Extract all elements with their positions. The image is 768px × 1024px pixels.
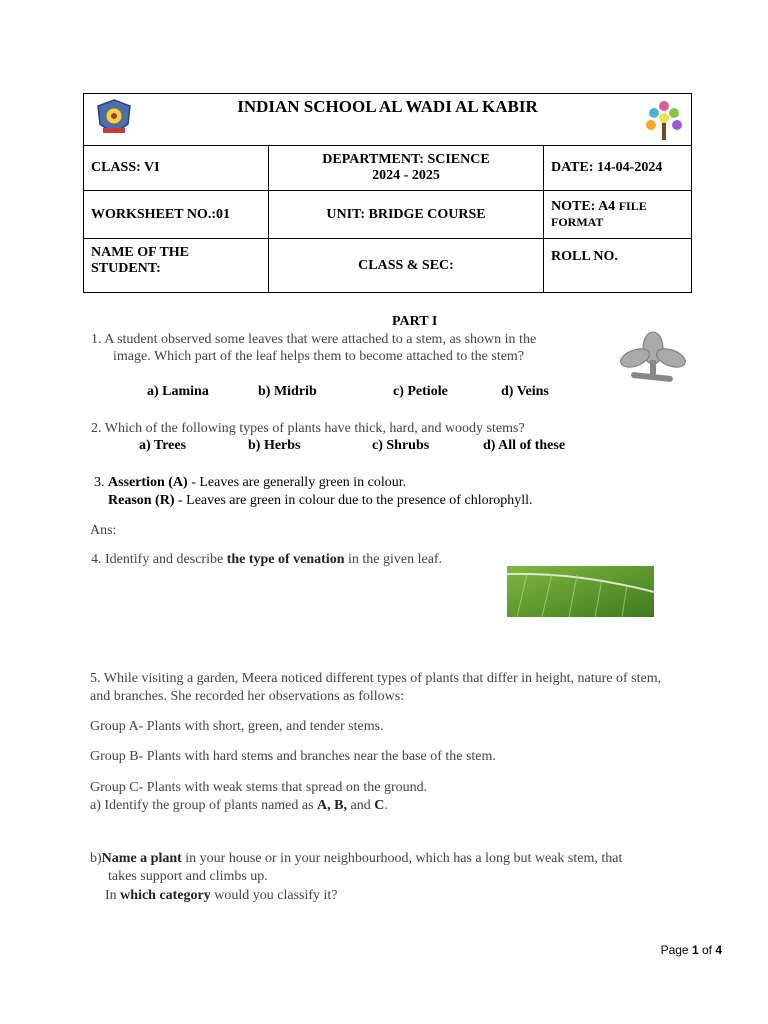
q5-group-a: Group A- Plants with short, green, and tender stems. (90, 719, 384, 734)
reason-text: - Leaves are green in colour due to the presence of chlorophyll. (174, 493, 533, 508)
q2-option-d: d) All of these (483, 438, 566, 453)
q1-option-b: b) Midrib (258, 384, 317, 399)
leaf-venation-image (507, 566, 654, 617)
worksheet-cell: WORKSHEET NO.:01 (84, 191, 269, 239)
q3-assertion: 3. Assertion (A) - Leaves are generally green in colour. (94, 475, 407, 490)
school-logo-icon (94, 98, 134, 138)
page-number: Page 1 of 4 (660, 943, 722, 957)
class-cell: CLASS: VI (84, 146, 269, 191)
q1-line2: image. Which part of the leaf helps them to become attached to the stem? (113, 349, 525, 364)
q3-ans: Ans: (90, 523, 117, 538)
unit-cell: UNIT: BRIDGE COURSE (269, 191, 544, 239)
department-cell (269, 146, 544, 191)
q2-option-a: a) Trees (139, 438, 187, 453)
header-table (83, 93, 692, 293)
q5-line2: and branches. She recorded her observations as follows: (90, 689, 405, 704)
tree-logo-icon (643, 98, 685, 142)
q5-line1: 5. While visiting a garden, Meera noticed different types of plants that differ in height, nature of stem, (90, 671, 662, 686)
reason-label: Reason (R) (108, 493, 175, 508)
note-cell (544, 191, 692, 239)
leaf-stem-icon (619, 330, 687, 386)
q2-option-b: b) Herbs (248, 438, 301, 453)
part-title: PART I (392, 314, 438, 329)
roll-no-cell: ROLL NO. (544, 239, 692, 293)
q4-text: 4. Identify and describe the type of venation in the given leaf. (91, 552, 443, 567)
note-prefix: NOTE: A4 (551, 198, 616, 214)
q1-option-a: a) Lamina (147, 384, 209, 399)
student-name-cell (84, 239, 269, 293)
q5-group-c: Group C- Plants with weak stems that spread on the ground. (90, 780, 428, 795)
department-label: DEPARTMENT: SCIENCE (322, 152, 490, 167)
school-cell (84, 94, 692, 146)
class-sec-cell: CLASS & SEC: (269, 239, 544, 293)
q5-part-b-line2: takes support and climbs up. (108, 869, 268, 884)
assertion-label: Assertion (A) (108, 475, 188, 490)
q2-text: 2. Which of the following types of plants have thick, hard, and woody stems? (91, 421, 525, 436)
assertion-text: - Leaves are generally green in colour. (187, 475, 407, 490)
q5-part-b-line3: In which category would you classify it? (105, 888, 338, 903)
name-label-1: NAME OF THE (91, 245, 190, 260)
note-suffix: FILE (618, 198, 647, 213)
q5-part-a: a) Identify the group of plants named as A, B, and C. (90, 798, 388, 813)
q3-reason (108, 492, 533, 510)
date-cell: DATE: 14-04-2024 (544, 146, 692, 191)
note-line2: FORMAT (551, 214, 604, 229)
q5-group-b: Group B- Plants with hard stems and branches near the base of the stem. (90, 749, 496, 764)
q1-option-c: c) Petiole (393, 384, 448, 399)
q1-option-d: d) Veins (501, 384, 549, 399)
academic-year: 2024 - 2025 (372, 168, 440, 183)
q2-option-c: c) Shrubs (372, 438, 430, 453)
name-label-2: STUDENT: (91, 261, 161, 276)
q5-part-b: b)Name a plant in your house or in your neighbourhood, which has a long but weak stem, that (90, 851, 623, 866)
q1-line1: 1. A student observed some leaves that were attached to a stem, as shown in the (91, 332, 537, 347)
school-name: INDIAN SCHOOL AL WADI AL KABIR (237, 97, 538, 116)
